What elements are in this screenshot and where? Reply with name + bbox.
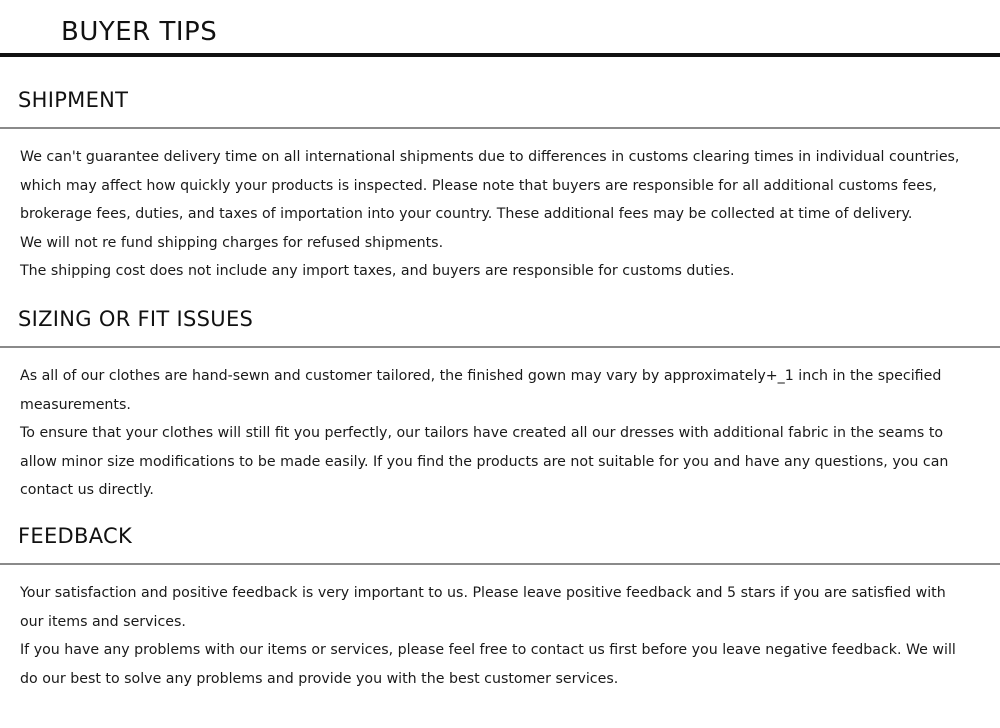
- shipment-paragraph: We can't guarantee delivery time on all international shipments due to differences in customs clearing times in individual countries, which may affect how quickly your products is inspected. Please note that buyers are responsible for all additional customs fees, brokerage fees, duties, and taxes of importation into your country. These additional fees may be collected at time of delivery.: [20, 149, 960, 223]
- sizing-body: [20, 362, 965, 505]
- feedback-body: [20, 579, 965, 693]
- feedback-divider: [0, 563, 1000, 565]
- sizing-paragraph: To ensure that your clothes will still fit you perfectly, our tailors have created all our dresses with additional fabric in the seams to allow minor size modifications to be made easily. If you find the products are not suitable for you and have any questions, you can contact us directly.: [20, 425, 949, 499]
- page-title: BUYER TIPS: [61, 17, 218, 47]
- shipment-body: [20, 143, 965, 286]
- title-divider: [0, 53, 1000, 57]
- shipment-divider: [0, 127, 1000, 129]
- feedback-paragraph: Your satisfaction and positive feedback is very important to us. Please leave positive feedback and 5 stars if you are satisfied with our items and services.: [20, 585, 946, 630]
- feedback-heading: FEEDBACK: [18, 524, 133, 548]
- sizing-divider: [0, 346, 1000, 348]
- shipment-paragraph: The shipping cost does not include any import taxes, and buyers are responsible for customs duties.: [20, 263, 735, 280]
- shipment-heading: SHIPMENT: [18, 88, 129, 112]
- feedback-paragraph: If you have any problems with our items or services, please feel free to contact us first before you leave negative feedback. We will do our best to solve any problems and provide you with the best customer services.: [20, 642, 956, 687]
- shipment-paragraph: We will not re fund shipping charges for refused shipments.: [20, 234, 444, 251]
- sizing-heading: SIZING OR FIT ISSUES: [18, 307, 254, 331]
- sizing-paragraph: As all of our clothes are hand-sewn and customer tailored, the finished gown may vary by approximately+_1 inch in the specified measurements.: [20, 368, 942, 413]
